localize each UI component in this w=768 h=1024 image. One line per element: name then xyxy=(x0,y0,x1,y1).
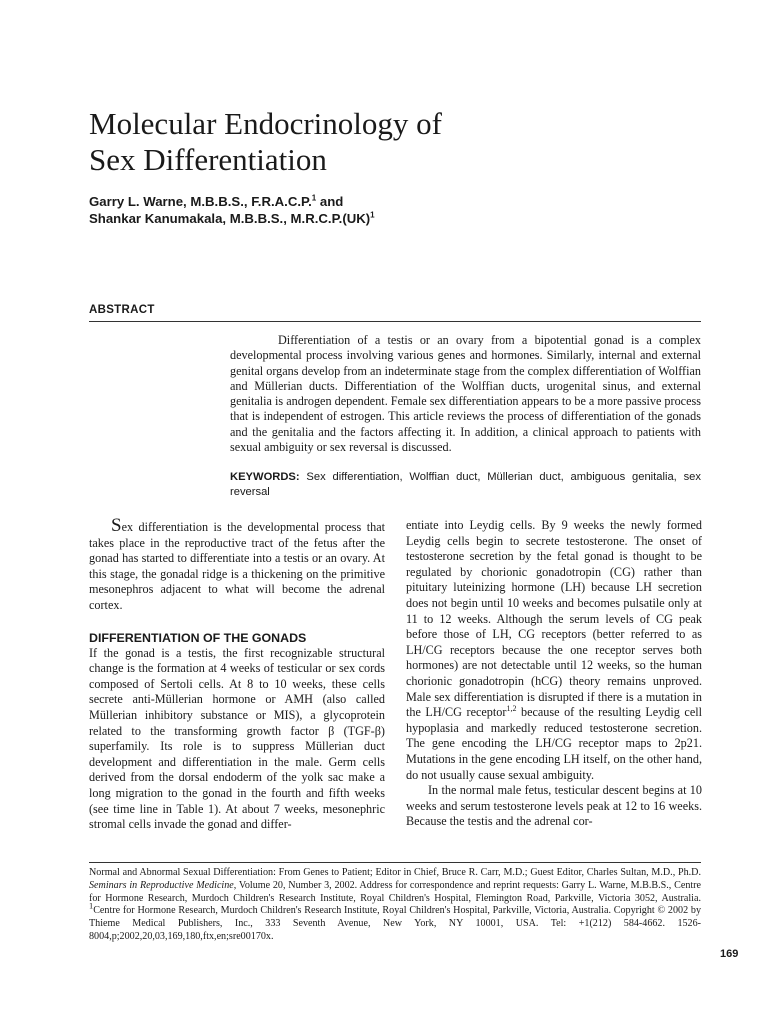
title-line-1: Molecular Endocrinology of xyxy=(89,106,442,141)
keywords-label: KEYWORDS: xyxy=(230,471,300,483)
author-2: Shankar Kanumakala, M.B.B.S., M.R.C.P.(UK) xyxy=(89,211,371,226)
citation-mark: 1,2 xyxy=(506,704,517,714)
footnote-affiliation-mark: 1 xyxy=(89,902,94,912)
journal-name: Seminars in Reproductive Medicine xyxy=(89,879,234,891)
body-column-right xyxy=(406,518,702,830)
abstract-text: Differentiation of a testis or an ovary from a bipotential gonad is a complex developmental process involving various genes and hormones. Similarly, internal and external genital organs develop from an indeterminate stage from the complex differentiation of Wolffian and Müllerian ducts. Differentiation of the Wolffian ducts, urogenital sinus, and external genitalia is androgen dependent. Female sex differentiation appears to be a more passive process that is independent of estrogen. This article reviews the process of differentiation of the gonads and the genitalia and the factors affecting it. In addition, a clinical approach to patients with sexual ambiguity or sex reversal is discussed. xyxy=(230,333,701,455)
drop-cap: S xyxy=(111,515,122,536)
abstract-heading: ABSTRACT xyxy=(89,304,155,316)
intro-paragraph xyxy=(89,515,385,614)
footnote xyxy=(89,867,701,944)
title-line-2: Sex Differentiation xyxy=(89,142,327,177)
body-paragraph-1 xyxy=(89,646,385,833)
body-column-left xyxy=(89,515,385,833)
keywords-list: Sex differentiation, Wolffian duct, Müllerian duct, ambiguous genitalia, sex reversal xyxy=(230,471,701,499)
page-number: 169 xyxy=(720,948,739,960)
footnote-part-2: , Volume 20, Number 3, 2002. Address for correspondence and reprint requests: Garry L. Warne, M.B.B.S., Centre for Hormone Research, Murdoch Children's Research Institute, Royal Children's Hospital, Flemington Road, Parkville, Victoria 3052, Australia. xyxy=(89,879,702,904)
author-list xyxy=(89,193,689,227)
keywords xyxy=(230,470,701,501)
author-1: Garry L. Warne, M.B.B.S., F.R.A.C.P. xyxy=(89,194,312,209)
body-paragraph-1-left-text: If the gonad is a testis, the first recognizable structural change is the formation at 4 weeks of testicular or sex cords composed of Sertoli cells. At 8 to 10 weeks, these cells secrete anti-Müllerian hormone or AMH (also called Müllerian inhibitory substance or MIS), a glycoprotein related to the transforming growth factor β (TGF-β) superfamily. Its role is to suppress Müllerian duct development and differentiation in the male. Germ cells derived from the dorsal endoderm of the yolk sac make a long migration to the gonad in the fourth and fifth weeks (see time line in Table 1). At about 7 weeks, mesonephric stromal cells invade the gonad and differ- xyxy=(89,645,385,832)
author-conjunction: and xyxy=(316,194,344,209)
article-title xyxy=(89,106,689,178)
author-2-affiliation: 1 xyxy=(370,210,375,220)
body-paragraph-1-right-text: entiate into Leydig cells. By 9 weeks the newly formed Leydig cells begin to secrete testosterone. The onset of testosterone secretion by the fetal gonad is thought to be regulated by chorionic gonadotropin (CG) rather than pituitary luteinizing hormone (LH) because LH secretion does not begin until 10 weeks and becomes pulsatile only at 11 to 12 weeks. Although the serum levels of CG peak before those of LH, CG receptors (better referred to as LH/CG receptors because the one receptor serves both hormones) are not detectable until 12 weeks, so the human chorionic gonadotropin (hCG) theory remains unproved. Male sex differentiation is disrupted if there is a mutation in the LH/CG receptor xyxy=(406,518,702,720)
intro-text: ex differentiation is the developmental process that takes place in the reproductive tract of the fetus after the gonad has started to differentiate into a testis or an ovary. At this stage, the gonadal ridge is a thickening on the primitive mesonephros adjacent to what will become the adrenal cortex. xyxy=(89,520,385,612)
section-heading: DIFFERENTIATION OF THE GONADS xyxy=(89,630,307,645)
body-paragraph-1-continued xyxy=(406,518,702,783)
body-paragraph-1-tail: because of the resulting Leydig cell hypoplasia and markedly reduced testosterone secretion. The gene encoding the LH/CG receptor maps to 2p21. Mutations in the gene encoding LH itself, on the other hand, do not usually cause sexual ambiguity. xyxy=(406,705,702,782)
abstract-divider xyxy=(89,321,701,322)
footnote-part-1: Normal and Abnormal Sexual Differentiation: From Genes to Patient; Editor in Chief, Bruce R. Carr, M.D.; Guest Editor, Charles Sultan, M.D., Ph.D. xyxy=(89,867,701,878)
footnote-part-3: Centre for Hormone Research, Murdoch Children's Research Institute, Royal Children's Hospital, Parkville, Victoria, Australia. Copyright © 2002 by Thieme Medical Publishers, Inc., 333 Seventh Avenue, New York, NY 10001, USA. Tel: +1(212) 584-4662. 1526-8004,p;2002,20,03,169,180,ftx,en;sre00170x. xyxy=(89,905,701,942)
author-1-affiliation: 1 xyxy=(311,193,317,203)
footnote-divider xyxy=(89,862,701,863)
body-paragraph-2: In the normal male fetus, testicular descent begins at 10 weeks and serum testosterone levels peak at 12 to 16 weeks. Because the testis and the adrenal cor- xyxy=(406,783,702,829)
